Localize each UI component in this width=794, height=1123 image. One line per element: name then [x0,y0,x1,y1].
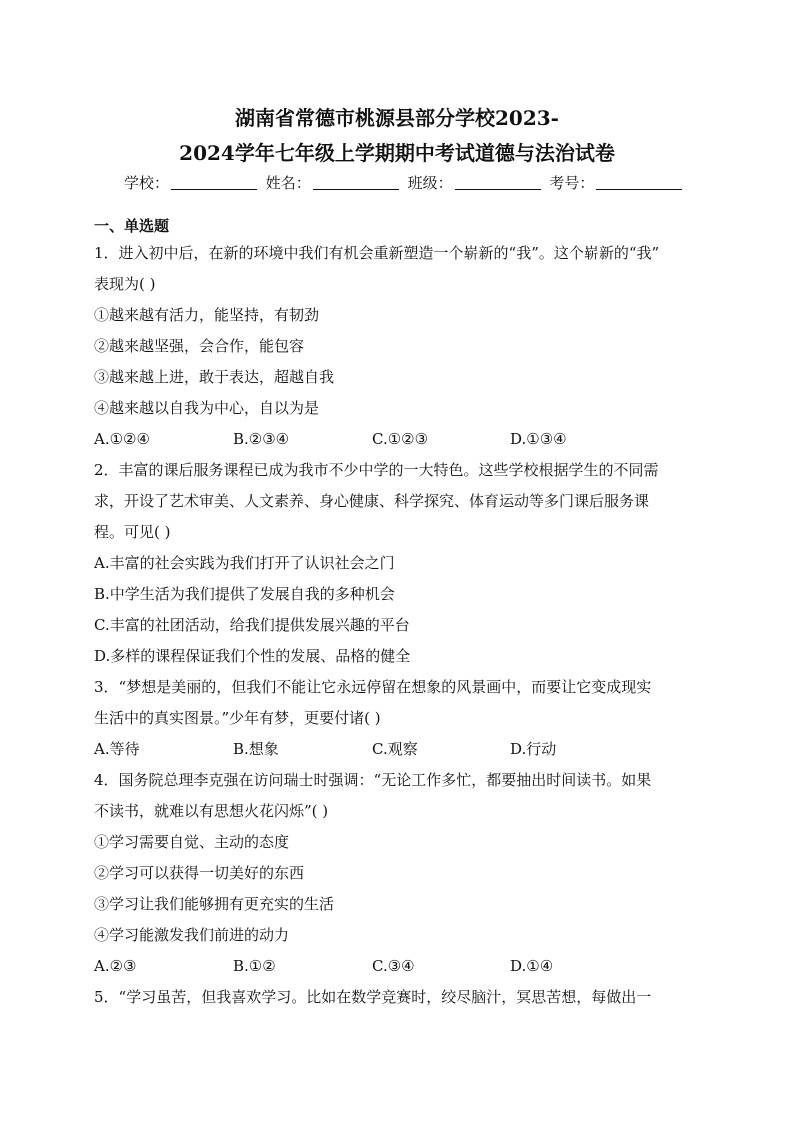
q3-stem-line2: 生活中的真实图景。”少年有梦，更要付诸( ) [94,709,381,727]
number-blank[interactable] [596,174,682,190]
q4-option-d[interactable]: D.①④ [510,957,554,975]
q3-option-a[interactable]: A.等待 [94,740,140,758]
school-label: 学校： [124,174,170,192]
q4-statement-1: ①学习需要自觉、主动的态度 [94,833,290,851]
q3-options [94,734,698,765]
q1-statement-4: ④越来越以自我为中心，自以为是 [94,399,320,417]
q1-stem-line1: 1．进入初中后，在新的环境中我们有机会重新塑造一个崭新的“我”。这个崭新的“我” [94,244,660,262]
q1-stem-line2: 表现为( ) [94,275,156,293]
q2-option-d[interactable]: D.多样的课程保证我们个性的发展、品格的健全 [94,647,411,665]
questions [94,238,698,1013]
number-label: 考号： [549,174,595,192]
q3-option-c[interactable]: C.观察 [372,740,418,758]
q3-stem-line1: 3．“梦想是美丽的，但我们不能让它永远停留在想象的风景画中，而要让它变成现实 [94,678,652,696]
q4-options [94,951,698,982]
q2-stem-line1: 2．丰富的课后服务课程已成为我市不少中学的一大特色。这些学校根据学生的不同需 [94,461,659,479]
q4-stem-line2: 不读书，就难以有思想火花闪烁”( ) [94,802,329,820]
q2-option-a[interactable]: A.丰富的社会实践为我们打开了认识社会之门 [94,554,395,572]
q1-options [94,424,698,455]
class-blank[interactable] [455,174,541,190]
q1-option-d[interactable]: D.①③④ [510,430,567,448]
q1-statement-2: ②越来越坚强，会合作，能包容 [94,337,305,355]
class-label: 班级： [407,174,453,192]
q4-stem-line1: 4．国务院总理李克强在访问瑞士时强调：“无论工作多忙，都要抽出时间读书。如果 [94,771,652,789]
q1-option-b[interactable]: B.②③④ [233,430,290,448]
q3-option-d[interactable]: D.行动 [510,740,557,758]
q1-statement-1: ①越来越有活力，能坚持，有韧劲 [94,306,320,324]
exam-title-line2: 2024学年七年级上学期期中考试道德与法治试卷 [179,141,615,165]
q1-option-c[interactable]: C.①②③ [372,430,429,448]
q4-option-a[interactable]: A.②③ [94,957,137,975]
q1-option-a[interactable]: A.①②④ [94,430,150,448]
q2-option-b[interactable]: B.中学生活为我们提供了发展自我的多种机会 [94,585,395,603]
q2-option-c[interactable]: C.丰富的社团活动，给我们提供发展兴趣的平台 [94,616,410,634]
q4-statement-4: ④学习能激发我们前进的动力 [94,926,290,944]
name-label: 姓名： [265,174,311,192]
q4-option-c[interactable]: C.③④ [372,957,415,975]
q1-statement-3: ③越来越上进，敢于表达，超越自我 [94,368,335,386]
q2-stem-line3: 程。可见( ) [94,523,171,541]
q5-stem-line1: 5．“学习虽苦，但我喜欢学习。比如在数学竞赛时，绞尽脑汁，冥思苦想，每做出一 [94,988,652,1006]
q4-statement-2: ②学习可以获得一切美好的东西 [94,864,305,882]
school-blank[interactable] [171,174,257,190]
name-blank[interactable] [313,174,399,190]
exam-title-line1: 湖南省常德市桃源县部分学校2023- [235,106,559,130]
q3-option-b[interactable]: B.想象 [233,740,279,758]
section-heading: 一、单选题 [94,217,170,235]
student-info-row [124,172,686,193]
q4-option-b[interactable]: B.①② [233,957,276,975]
q2-stem-line2: 求，开设了艺术审美、人文素养、身心健康、科学探究、体育运动等多门课后服务课 [94,492,650,510]
q4-statement-3: ③学习让我们能够拥有更充实的生活 [94,895,335,913]
